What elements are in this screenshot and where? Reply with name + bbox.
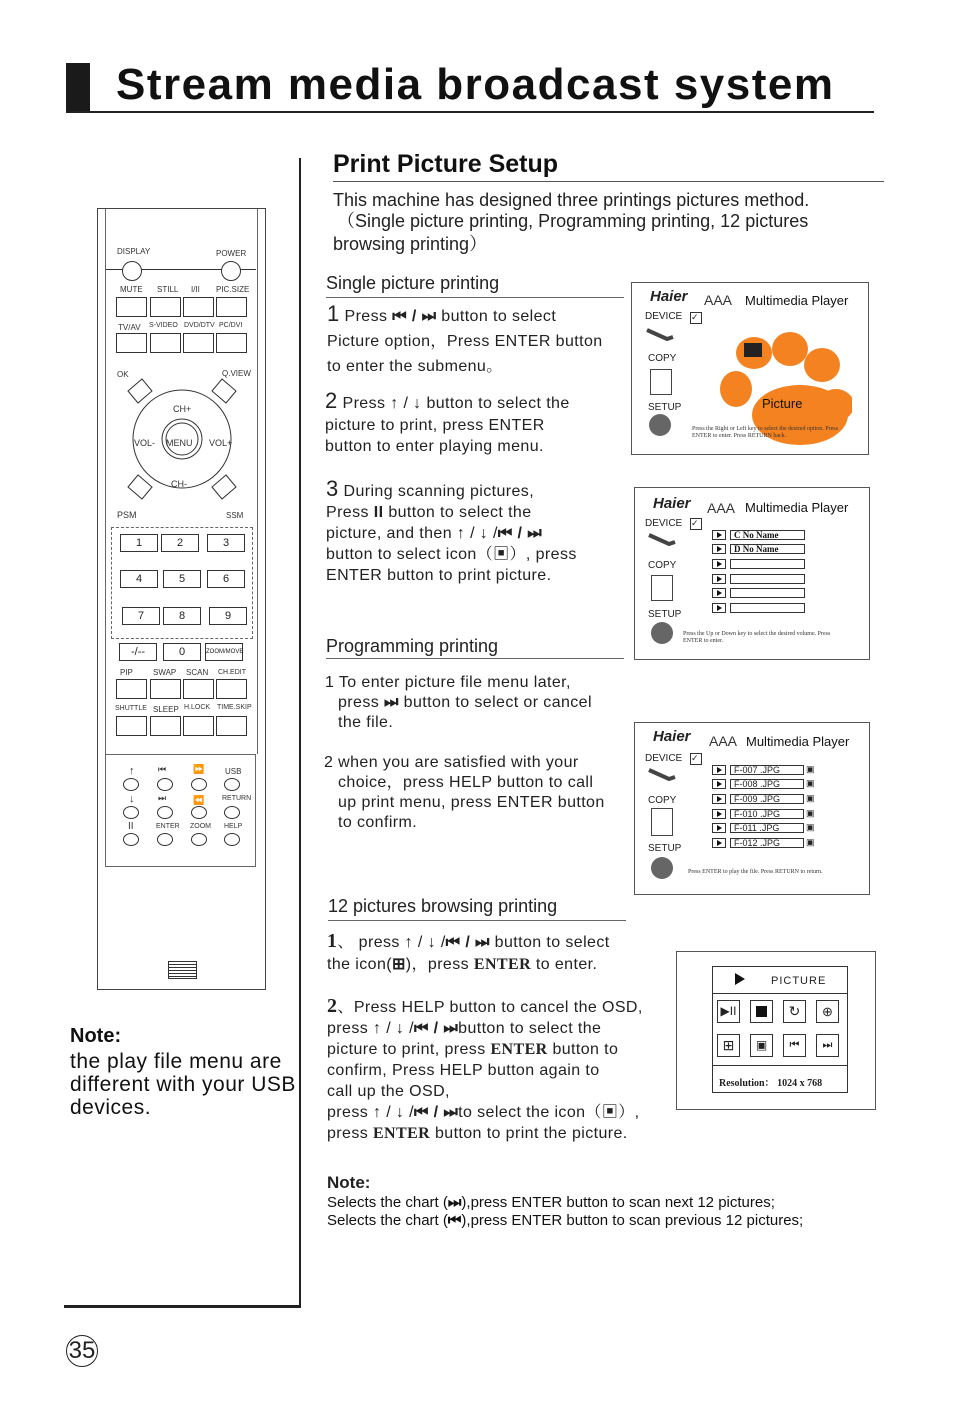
drive-row[interactable]: D No Name (730, 544, 805, 554)
rotate-icon[interactable]: ↻ (783, 1000, 806, 1023)
usb-icon (647, 532, 679, 548)
previous-button[interactable] (157, 778, 173, 791)
display-label: DISPLAY (117, 247, 151, 256)
psm-label: PSM (117, 510, 137, 520)
brand-logo: Haier (653, 495, 691, 512)
row-play-icon[interactable] (712, 559, 726, 569)
document-icon (651, 808, 673, 836)
speaker-grille (168, 961, 197, 979)
browsing-step-1: 1、 press ↑ / ↓ /⏮ / ⏭ button to select the icon(⊞)，press ENTER to enter. (327, 930, 610, 973)
enter-label: ENTER (156, 823, 180, 830)
key-7[interactable]: 7 (122, 607, 160, 625)
file-row[interactable]: F-010 .JPG (730, 809, 804, 819)
tv-av-button[interactable] (116, 333, 147, 353)
setup-label: SETUP (648, 843, 682, 854)
row-play-icon[interactable] (712, 544, 726, 554)
empty-row[interactable] (730, 603, 805, 613)
page-title: Stream media broadcast system (116, 60, 835, 109)
row-play-icon[interactable] (712, 574, 726, 584)
grid-icon[interactable]: ⊞ (717, 1034, 740, 1057)
programming-step-1: 1 To enter picture file menu later, press ⏭ button to select or cancel the file. (325, 674, 592, 731)
brand-logo: Haier (650, 288, 688, 305)
previous-icon[interactable]: ⏮ (783, 1034, 806, 1057)
power-button[interactable] (221, 261, 241, 281)
key-6[interactable]: 6 (207, 570, 245, 588)
brand-logo: Haier (653, 728, 691, 745)
hint-text: Press ENTER to play the file. Press RETURN to return. (688, 869, 823, 875)
camera-icon: ▣ (806, 808, 815, 818)
vol-minus-label: VOL- (134, 438, 156, 448)
ok-label: OK (117, 370, 129, 379)
section-rule (333, 181, 884, 182)
pc-dvi-label: PC/DVI (219, 322, 243, 329)
up-button[interactable] (123, 778, 139, 791)
camera-icon: ▣ (806, 837, 815, 847)
power-label: POWER (216, 249, 247, 258)
osd-title: PICTURE (771, 975, 827, 987)
row-play-icon[interactable] (712, 603, 726, 613)
empty-row[interactable] (730, 588, 805, 598)
file-row[interactable]: F-007 .JPG (730, 765, 804, 775)
row-play-icon[interactable] (712, 809, 726, 819)
player-title: Multimedia Player (746, 734, 850, 749)
scan-button[interactable] (183, 679, 214, 699)
checkbox-icon: ✓ (690, 312, 702, 324)
row-play-icon[interactable] (712, 765, 726, 775)
key-5[interactable]: 5 (163, 570, 201, 588)
key-2[interactable]: 2 (161, 534, 199, 552)
row-play-icon[interactable] (712, 588, 726, 598)
time-skip-label: TIME.SKIP (217, 704, 252, 711)
return-button[interactable] (224, 806, 240, 819)
browsing-rule (328, 920, 626, 921)
ch-plus-label: CH+ (173, 404, 192, 414)
usb-label: USB (225, 767, 242, 776)
bottom-rule (64, 1305, 301, 1308)
zoom-label: ZOOM (190, 823, 211, 830)
copy-label: COPY (648, 560, 677, 571)
bottom-note-text: Selects the chart (⏭),press ENTER button to scan next 12 pictures; Selects the chart (⏮),press ENTER button to scan previous 12 pictures; (327, 1194, 804, 1229)
qview-label: Q.VIEW (222, 369, 251, 378)
usb-button[interactable] (224, 778, 240, 791)
previous-icon: ⏮ (158, 764, 167, 774)
rewind-button[interactable] (191, 806, 207, 819)
pause-button[interactable] (123, 833, 139, 846)
title-rule (66, 111, 874, 113)
s-video-label: S-VIDEO (149, 322, 178, 329)
programming-heading: Programming printing (326, 636, 499, 656)
empty-row[interactable] (730, 559, 805, 569)
row-play-icon[interactable] (712, 779, 726, 789)
document-icon (651, 575, 673, 601)
pc-dvi-button[interactable] (216, 333, 247, 353)
row-play-icon[interactable] (712, 838, 726, 848)
pause-icon: II (128, 821, 134, 832)
fast-forward-icon: ⏩ (193, 764, 205, 774)
h-lock-label: H.LOCK (184, 704, 211, 711)
down-button[interactable] (123, 806, 139, 819)
osd-panel (712, 966, 848, 1093)
ssm-label: SSM (226, 511, 244, 520)
s-video-button[interactable] (150, 333, 181, 353)
swap-button[interactable] (150, 679, 181, 699)
ch-edit-label: CH.EDIT (218, 669, 246, 676)
screen-main-menu (631, 282, 869, 455)
shuttle-button[interactable] (116, 716, 147, 736)
scan-label: SCAN (186, 668, 209, 677)
next-icon[interactable]: ⏭ (816, 1034, 839, 1057)
single-heading: Single picture printing (326, 273, 500, 293)
camera-icon: ▣ (806, 822, 815, 832)
file-row[interactable]: F-009 .JPG (730, 794, 804, 804)
file-row[interactable]: F-008 .JPG (730, 779, 804, 789)
remote-control (97, 208, 266, 990)
file-row[interactable]: F-012 .JPG (730, 838, 804, 848)
setup-label: SETUP (648, 609, 682, 620)
drive-row[interactable]: C No Name (730, 530, 805, 540)
screen-file-list (634, 722, 870, 895)
mute-button[interactable] (116, 297, 147, 317)
reel-icon (649, 414, 671, 436)
programming-step-2: 2 when you are satisfied with your choice，press HELP button to call up print menu, press ENTER button to confirm. (324, 754, 605, 831)
display-button[interactable] (122, 261, 142, 281)
programming-rule (326, 658, 624, 659)
player-title: Multimedia Player (745, 500, 849, 515)
copy-label: COPY (648, 353, 677, 364)
key-9[interactable]: 9 (209, 607, 247, 625)
key-0[interactable]: 0 (163, 643, 201, 661)
still-label: STILL (157, 285, 179, 294)
usb-icon (645, 327, 677, 341)
play-pause-icon[interactable]: ▶II (717, 1000, 740, 1023)
sleep-button[interactable] (150, 716, 181, 736)
document-icon (650, 369, 672, 395)
fast-forward-button[interactable] (191, 778, 207, 791)
device-label: DEVICE (645, 518, 683, 529)
up-arrow-icon: ↑ (129, 765, 135, 777)
setup-label: SETUP (648, 402, 682, 413)
still-button[interactable] (150, 297, 181, 317)
browsing-step-2: 2、Press HELP button to cancel the OSD, press ↑ / ↓ /⏮ / ⏭button to select the picture to print, press ENTER button to confirm, Press HELP button again to call up the OSD, press ↑ / ↓ /⏮ / ⏭to select the icon（▣）, press ENTER button to print the picture. (327, 995, 643, 1142)
page-number: 35 (66, 1335, 98, 1367)
section-intro: This machine has designed three printings pictures method. （Single picture printing, Programming printing, 12 pictures browsing printing） (333, 190, 810, 254)
rewind-icon: ⏪ (193, 795, 205, 805)
checkbox-icon: ✓ (690, 753, 702, 765)
tv-av-label: TV/AV (118, 323, 141, 332)
pic-size-button[interactable] (216, 297, 247, 317)
left-note-title: Note: (70, 1025, 122, 1047)
screen-osd (676, 951, 876, 1110)
i-ii-button[interactable] (183, 297, 214, 317)
menu-label: MENU (166, 438, 193, 448)
aaa-label: AAA (709, 733, 738, 749)
key-1[interactable]: 1 (120, 534, 158, 552)
title-bar (66, 63, 90, 113)
play-icon (735, 973, 745, 985)
reel-icon (651, 857, 673, 879)
ch-edit-button[interactable] (216, 679, 247, 699)
row-play-icon[interactable] (712, 823, 726, 833)
left-note-text: the play file menu are different with your USB devices. (70, 1050, 296, 1119)
reel-icon (651, 622, 673, 644)
time-skip-button[interactable] (216, 716, 247, 736)
browsing-heading: 12 pictures browsing printing (328, 896, 558, 916)
hint-text: Press the Right or Left key to select the desired option. Press ENTER to enter. Press RETURN back. (692, 426, 838, 439)
bottom-note-title: Note: (327, 1173, 371, 1192)
swap-label: SWAP (153, 668, 177, 677)
resolution-text: Resolution： 1024 x 768 (719, 1078, 823, 1089)
row-play-icon[interactable] (712, 530, 726, 540)
single-step-3: 3 During scanning pictures, Press II button to select the picture, and then ↑ / ↓ /⏮ / ⏭ button to select icon（▣）, press ENTER button to print picture. (326, 476, 577, 584)
h-lock-button[interactable] (183, 716, 214, 736)
single-step-2: 2 Press ↑ / ↓ button to select the picture to print, press ENTER button to enter playing menu. (325, 388, 570, 455)
column-divider (299, 158, 301, 1308)
shuttle-label: SHUTTLE (115, 705, 147, 712)
player-title: Multimedia Player (745, 293, 849, 308)
stop-icon[interactable] (750, 1000, 773, 1023)
next-icon: ⏭ (158, 793, 167, 803)
aaa-label: AAA (704, 292, 733, 308)
device-label: DEVICE (645, 753, 683, 764)
device-label: DEVICE (645, 311, 683, 322)
screen-drive-list (634, 487, 870, 660)
key-3[interactable]: 3 (207, 534, 245, 552)
i-ii-label: I/II (191, 285, 200, 294)
aaa-label: AAA (707, 500, 736, 516)
checkbox-icon: ✓ (690, 518, 702, 530)
zoom-button[interactable] (191, 833, 207, 846)
key-4[interactable]: 4 (120, 570, 158, 588)
single-rule (326, 297, 624, 298)
down-arrow-icon: ↓ (129, 793, 135, 805)
help-button[interactable] (224, 833, 240, 846)
sleep-label: SLEEP (153, 705, 179, 714)
zoom-move-button[interactable]: ZOOM/MOVE (205, 643, 243, 661)
file-row[interactable]: F-011 .JPG (730, 823, 804, 833)
single-step-1: 1 Press ⏮ / ⏭ button to select Picture option，Press ENTER button to enter the submenu。 (327, 301, 603, 375)
pip-button[interactable] (116, 679, 147, 699)
usb-icon (647, 767, 679, 783)
help-label: HELP (224, 823, 243, 830)
empty-row[interactable] (730, 574, 805, 584)
dvd-dtv-button[interactable] (183, 333, 214, 353)
camera-icon: ▣ (806, 778, 815, 788)
camera-icon: ▣ (806, 793, 815, 803)
key-8[interactable]: 8 (163, 607, 201, 625)
camera-icon: ▣ (806, 764, 815, 774)
enter-button[interactable] (157, 833, 173, 846)
pic-size-label: PIC.SIZE (216, 285, 250, 294)
hint-text: Press the Up or Down key to select the desired volume. Press ENTER to enter. (683, 631, 831, 644)
return-label: RETURN (222, 795, 252, 802)
vol-plus-label: VOL+ (209, 438, 233, 448)
zoom-icon[interactable]: ⊕ (816, 1000, 839, 1023)
key-dash[interactable]: -/-- (119, 643, 157, 661)
next-button[interactable] (157, 806, 173, 819)
print-icon[interactable]: ▣ (750, 1034, 773, 1057)
mute-label: MUTE (120, 285, 143, 294)
section-title: Print Picture Setup (333, 150, 559, 178)
dvd-dtv-label: DVD/DTV (184, 322, 215, 329)
picture-label: Picture (762, 396, 803, 411)
pip-label: PIP (120, 668, 133, 677)
ch-minus-label: CH- (171, 479, 187, 489)
row-play-icon[interactable] (712, 794, 726, 804)
copy-label: COPY (648, 795, 677, 806)
